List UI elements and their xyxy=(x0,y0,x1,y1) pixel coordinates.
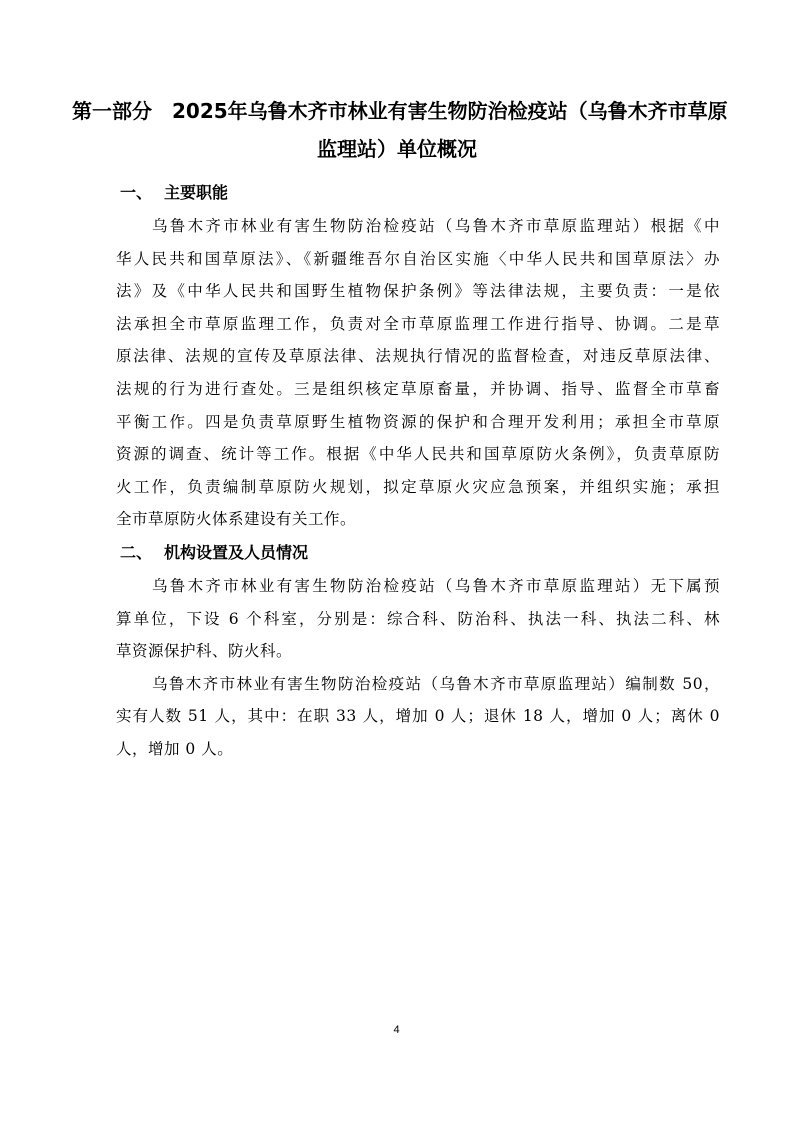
paragraph-line: 乌鲁木齐市林业有害生物防治检疫站（乌鲁木齐市草原监理站）根据《中 xyxy=(152,217,720,235)
paragraph-line: 华人民共和国草原法》、《新疆维吾尔自治区实施〈中华人民共和国草原法〉办 xyxy=(116,249,720,268)
paragraph-line: 算单位，下设 6 个科室，分别是：综合科、防治科、执法一科、执法二科、林 xyxy=(116,609,720,628)
paragraph-line: 实有人数 51 人，其中：在职 33 人，增加 0 人；退休 18 人，增加 0 人；离休 0 xyxy=(116,707,720,726)
section-title: 机构设置及人员情况 xyxy=(164,542,309,562)
paragraph-line: 法规的行为进行查处。三是组织核定草原畜量，并协调、指导、监督全市草畜 xyxy=(116,379,720,398)
main-functions-paragraph xyxy=(80,210,720,536)
section-heading-main-functions xyxy=(80,176,720,210)
section-title: 主要职能 xyxy=(164,183,229,202)
paragraph-line: 草资源保护科、防火科。 xyxy=(116,642,293,661)
title-line-2: 监理站）单位概况 xyxy=(317,137,477,161)
paragraph-line: 法》及《中华人民共和国野生植物保护条例》等法律法规，主要负责：一是依 xyxy=(116,282,720,301)
paragraph-line: 原法律、法规的宣传及草原法律、法规执行情况的监督检查，对违反草原法律、 xyxy=(116,347,720,366)
title-line-1: 第一部分 2025年乌鲁木齐市林业有害生物防治检疫站（乌鲁木齐市草原 xyxy=(72,99,728,123)
section-heading-organization-staff xyxy=(80,536,720,570)
paragraph-line: 火工作，负责编制草原防火规划，拟定草原火灾应急预案，并组织实施；承担 xyxy=(116,477,720,496)
paragraph-line: 人，增加 0 人。 xyxy=(116,739,234,758)
paragraph-line: 法承担全市草原监理工作，负责对全市草原监理工作进行指导、协调。二是草 xyxy=(116,314,720,333)
paragraph-line: 资源的调查、统计等工作。根据《中华人民共和国草原防火条例》，负责草原防 xyxy=(116,445,720,464)
page-title xyxy=(72,92,728,168)
section-number: 一、 xyxy=(120,183,153,202)
section-number: 二、 xyxy=(120,542,153,562)
paragraph-line: 乌鲁木齐市林业有害生物防治检疫站（乌鲁木齐市草原监理站）编制数 50， xyxy=(152,674,720,693)
organization-paragraph xyxy=(80,570,720,668)
paragraph-line: 平衡工作。四是负责草原野生植物资源的保护和合理开发利用；承担全市草原 xyxy=(116,412,720,431)
document-body xyxy=(80,176,720,766)
staffing-paragraph xyxy=(80,668,720,766)
page-number: 4 xyxy=(393,1024,400,1036)
paragraph-line: 全市草原防火体系建设有关工作。 xyxy=(116,510,357,529)
paragraph-line: 乌鲁木齐市林业有害生物防治检疫站（乌鲁木齐市草原监理站）无下属预 xyxy=(152,576,720,595)
